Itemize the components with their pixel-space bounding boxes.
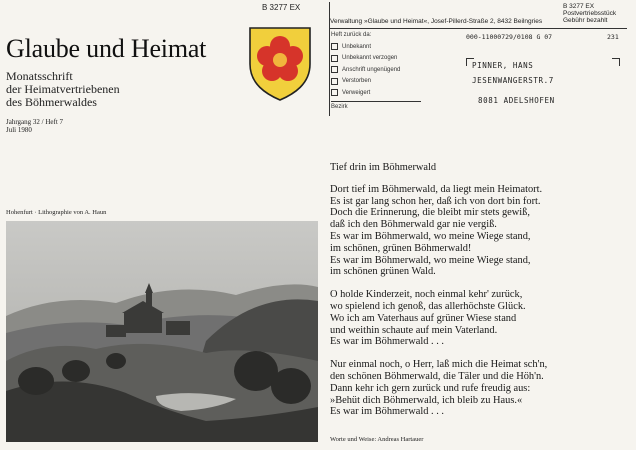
poem-title: Tief drin im Böhmerwald: [330, 162, 437, 173]
checkbox: [331, 55, 338, 62]
checkbox: [331, 43, 338, 50]
poem-line: im schönen, grünen Böhmerwald!: [330, 242, 472, 254]
poem-line: Dort tief im Böhmerwald, da liegt mein Heimatort.: [330, 183, 543, 195]
magazine-title: Glaube und Heimat: [6, 34, 207, 63]
recipient-city: 8081 ADELSHOFEN: [478, 96, 555, 105]
postage-mark: [563, 3, 616, 24]
poem-line: wo spielend ich genoß, das allerhöchste Glück.: [330, 300, 526, 312]
poem: [330, 162, 630, 429]
poem-line: den schönen Böhmerwald, die Täler und die Höh'n.: [330, 370, 544, 382]
checkbox: [331, 78, 338, 85]
poem-line: Es ist gar lang schon her, daß ich von dort bin fort.: [330, 195, 541, 207]
poem-line: Nur einmal noch, o Herr, laß mich die Heimat sch'n,: [330, 359, 548, 371]
poem-stanza: [330, 289, 630, 348]
poem-line: »Behüt dich Böhmerwald, ich bleib zu Haus.«: [330, 394, 523, 406]
return-option: Unbekannt verzogen: [331, 53, 431, 65]
subtitle-line: Monatsschrift: [6, 69, 73, 83]
checkbox: [331, 89, 338, 96]
return-option: Verweigert: [331, 87, 431, 99]
lithograph-image: [6, 221, 318, 442]
issue-meta: [6, 118, 63, 134]
return-option: Anschrift ungenügend: [331, 64, 431, 76]
poem-line: daß ich den Böhmerwald gar nie vergiß.: [330, 219, 497, 231]
poem-line: Es war im Böhmerwald . . .: [330, 336, 444, 348]
address-corner: [612, 58, 620, 66]
recipient-name: PINNER, HANS: [472, 61, 534, 70]
poem-line: Es war im Böhmerwald . . .: [330, 406, 444, 418]
illustration-caption: Hohenfurt · Lithographie von A. Haun: [6, 209, 107, 216]
poem-line: Wo ich am Vaterhaus auf grüner Wiese stand: [330, 312, 517, 324]
district-field: Bezirk: [331, 101, 421, 110]
return-option: Unbekannt: [331, 41, 431, 53]
poem-line: im schönen grünen Wald.: [330, 266, 436, 278]
postage-line: B 3277 EX: [563, 3, 595, 10]
issue-volume: Jahrgang 32 / Heft 7: [6, 118, 64, 126]
poem-line: O holde Kinderzeit, noch einmal kehr' zurück,: [330, 289, 523, 301]
poem-line: und weithin schaute auf mein Vaterland.: [330, 324, 498, 336]
postage-line: Postvertriebsstück: [563, 10, 617, 17]
poem-line: Doch die Erinnerung, die bleibt mir stets gewiß,: [330, 207, 530, 219]
subtitle-line: der Heimatvertriebenen: [6, 82, 120, 96]
poem-line: Es war im Böhmerwald, wo meine Wiege stand,: [330, 254, 531, 266]
magazine-subtitle: [6, 70, 156, 109]
poem-line: Dann kehr ich gern zurück und rufe freudig aus:: [330, 382, 531, 394]
postage-line: Gebühr bezahlt: [563, 17, 608, 24]
coat-of-arms-icon: [246, 24, 314, 102]
poem-stanza: [330, 359, 630, 418]
poem-credits: Worte und Weise: Andreas Hartauer: [330, 436, 424, 443]
recipient-street: JESENWANGERSTR.7: [472, 76, 554, 85]
poem-line: Es war im Böhmerwald, wo meine Wiege stand,: [330, 230, 531, 242]
crest-code: B 3277 EX: [262, 3, 301, 12]
poem-stanza: [330, 184, 630, 278]
page-number: 231: [607, 33, 619, 41]
return-label: Heft zurück da:: [331, 32, 372, 38]
return-reasons: [331, 32, 431, 99]
sender-address: Verwaltung »Glaube und Heimat«, Josef-Pillerd-Straße 2, 8432 Beilngries: [330, 18, 543, 25]
checkbox: [331, 66, 338, 73]
subscriber-code: 000-11000729/0108 G 07: [466, 33, 553, 41]
return-option: Verstorben: [331, 76, 431, 88]
issue-date: Juli 1980: [6, 126, 32, 134]
subtitle-line: des Böhmerwaldes: [6, 95, 97, 109]
address-rule: [329, 28, 627, 29]
